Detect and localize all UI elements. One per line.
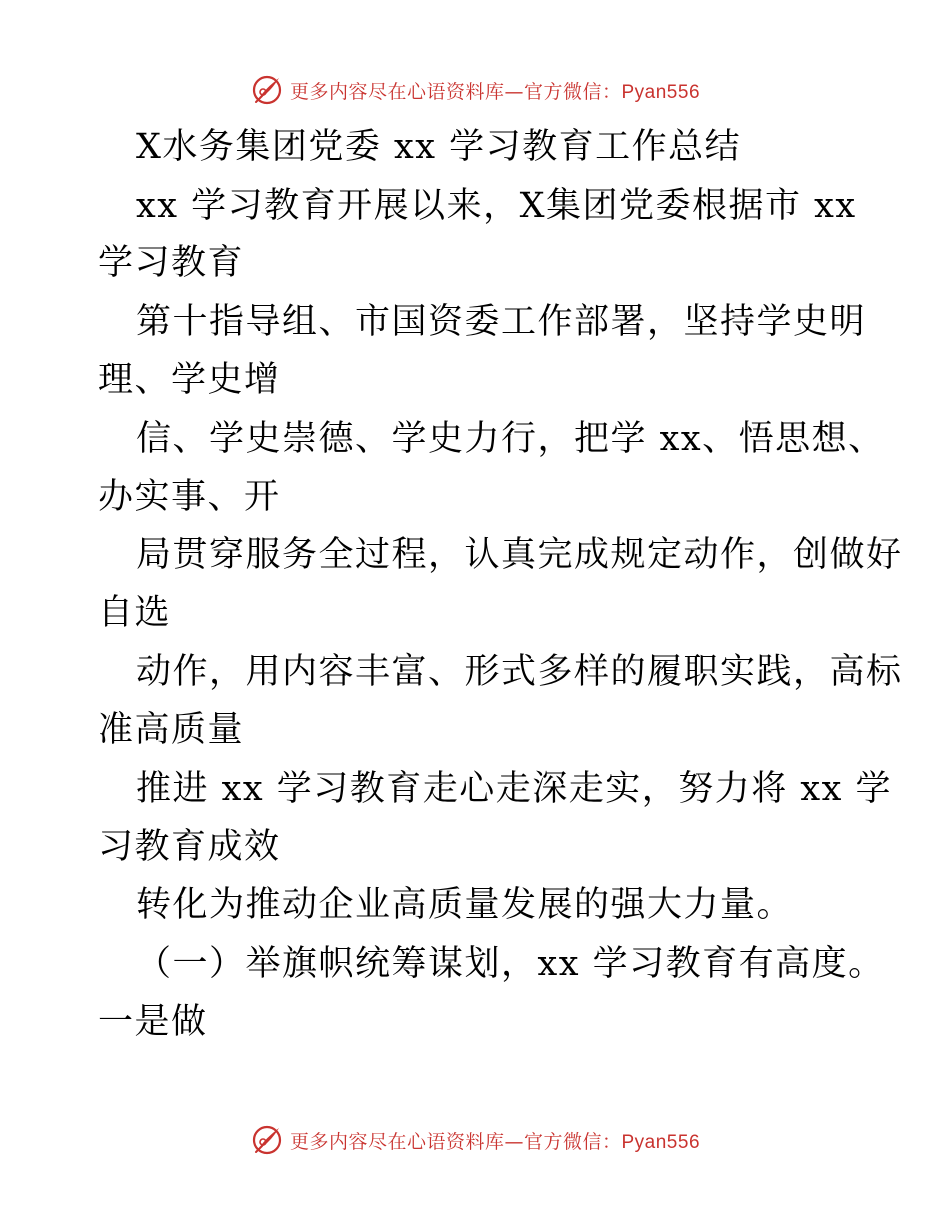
banner-text (290, 1127, 700, 1154)
banner-dash: — (504, 1130, 524, 1153)
paragraph-line: 推进 xx 学习教育走心走深走实，努力将 xx 学 (136, 769, 892, 809)
banner-wechat-label: 官方微信： (523, 80, 622, 103)
banner-slogan: 更多内容尽在心语资料库 (289, 80, 505, 103)
paragraph-line: 学习教育 (98, 243, 245, 283)
paragraph-line: 一是做 (98, 1002, 208, 1042)
paragraph-line: 动作，用内容丰富、形式多样的履职实践，高标 (136, 652, 903, 692)
quill-pen-emblem-icon (250, 1123, 284, 1157)
paragraph-line: xx 学习教育开展以来，X集团党委根据市 xx (136, 186, 857, 226)
banner-wechat-id: Pyan556 (621, 81, 701, 103)
footer-banner (0, 1120, 950, 1160)
document-title: X水务集团党委 xx 学习教育工作总结 (136, 127, 742, 167)
banner-dash: — (504, 80, 524, 103)
paragraph-line: 习教育成效 (98, 827, 281, 867)
section-heading: （一）举旗帜统筹谋划，xx 学习教育有高度。 (136, 944, 885, 984)
paragraph-line: 信、学史崇德、学史力行，把学 xx、悟思想、 (136, 419, 885, 459)
paragraph-line: 办实事、开 (98, 477, 281, 517)
banner-wechat-id: Pyan556 (621, 1131, 701, 1153)
paragraph-line: 自选 (98, 593, 172, 633)
banner-slogan: 更多内容尽在心语资料库 (289, 1130, 505, 1153)
paragraph-line: 准高质量 (98, 710, 245, 750)
paragraph-line: 转化为推动企业高质量发展的强大力量。 (136, 885, 794, 925)
paragraph-line: 局贯穿服务全过程，认真完成规定动作，创做好 (136, 535, 903, 575)
banner-wechat-label: 官方微信： (523, 1130, 622, 1153)
paragraph-line: 理、学史增 (98, 360, 281, 400)
paragraph-line: 第十指导组、市国资委工作部署，坚持学史明 (136, 302, 867, 342)
